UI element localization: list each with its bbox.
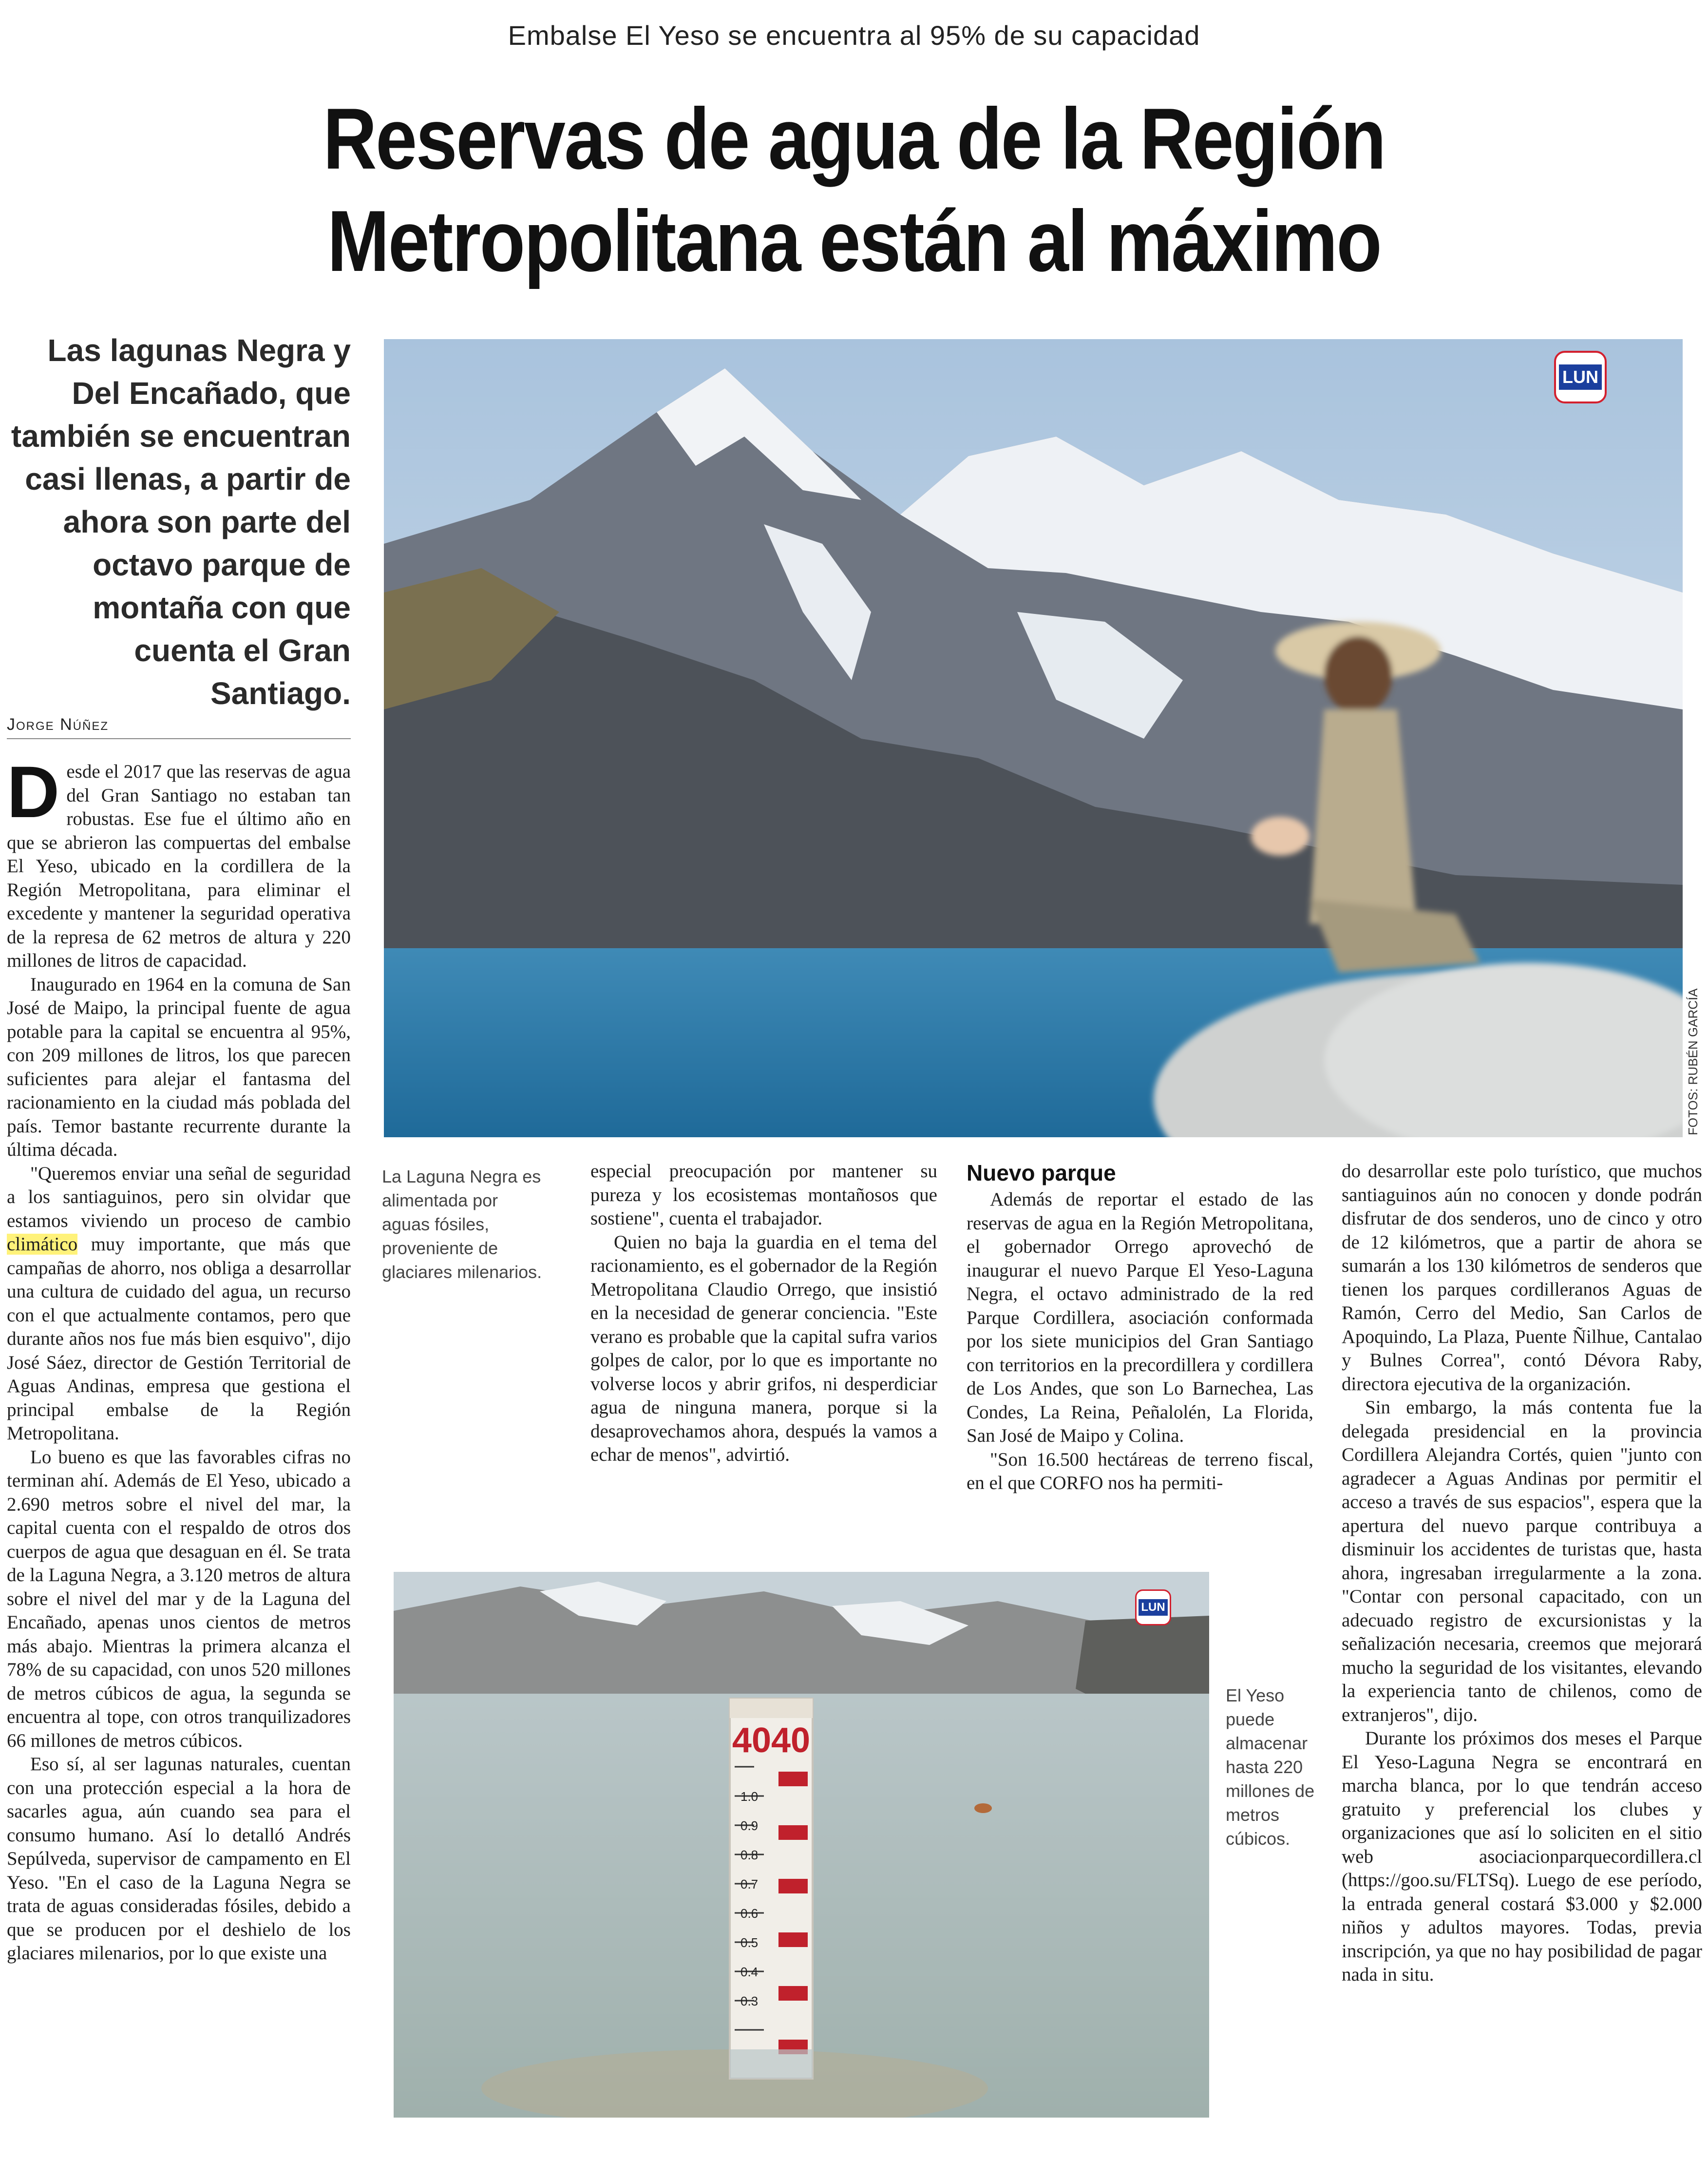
byline: Jorge Núñez [7, 715, 109, 734]
headline-line-1: Reservas de agua de la Región [323, 90, 1385, 187]
paragraph-1-text: esde el 2017 que las reservas de agua del Gran Santiago no estaban tan robustas. Ese fue el último año en que se abrieron las compuertas del embalse El Yeso, ubicado en la cordillera de la Región Metropolitana, para eliminar el excedente y mantener la seguridad operativa de la represa de 62 metros de altura y 220 millones de litros de capacidad. [7, 761, 351, 971]
paragraph-1 [7, 760, 351, 973]
gauge-tick-label: 0.5 [740, 1935, 759, 1950]
caption-laguna-negra: La Laguna Negra es alimentada por aguas fósiles, proveniente de glaciares milenarios. [382, 1166, 542, 1282]
headline [245, 88, 1462, 292]
lun-logo [1554, 351, 1607, 403]
article-column-1 [7, 760, 351, 2154]
byline-rule [7, 738, 351, 739]
gauge-tick-label: 0.8 [740, 1848, 759, 1862]
photo-credit: FOTOS: RUBÉN GARCÍA [1686, 988, 1700, 1135]
gauge-tick-label: 1.0 [740, 1789, 759, 1804]
gauge-photo-illustration [394, 1572, 1209, 2118]
paragraph-12: Durante los próximos dos meses el Parque El Yeso-Laguna Negra se encontrará en marcha blanca, por lo que tendrán acceso gratuito y preferencial los clubes y organizaciones que así lo soliciten en el sitio web asociacionparquecordillera.cl (https://goo.su/FLTSq). Luego de ese período, la entrada general costará $3.000 y $2.000 niños y adultos mayores. Todas, previa inscripción, ya que no hay posibilidad de pagar nada in situ. [1342, 1728, 1702, 1985]
article-column-4 [967, 1160, 1313, 1530]
deck: Las lagunas Negra y Del Encañado, que también se encuentran casi llenas, a partir de ahora son parte del octavo parque de montaña con que cuenta el Gran Santiago. [11, 333, 351, 711]
main-photo [384, 339, 1683, 1137]
paragraph-2: Inaugurado en 1964 en la comuna de San José de Maipo, la principal fuente de agua potable para la capital se encuentra al 95%, con 209 millones de litros, los que parecen suficientes para alejar el fantasma del racionamiento en la ciudad más poblada del país. Temor bastante recurrente durante la última década. [7, 974, 351, 1160]
subhead-nuevo-parque: Nuevo parque [967, 1160, 1116, 1185]
paragraph-3 [7, 1162, 351, 1446]
lun-logo-small-text: LUN [1139, 1599, 1168, 1616]
gauge-tick-label: 0.9 [740, 1818, 759, 1833]
paragraph-7: Quien no baja la guardia en el tema del racionamiento, es el gobernador de la Región Metropolitana Claudio Orrego, que insistió en la necesidad de generar conciencia. "Este verano es probable que la capital sufra varios golpes de calor, por lo que es importante no volverse locos y abrir grifos, ni desperdiciar agua de ninguna manera, porque si la desaprovechamos ahora, después la vamos a echar de menos", advirtió. [590, 1231, 937, 1465]
lun-logo-small [1135, 1589, 1171, 1625]
article-column-3 [590, 1160, 937, 1530]
paragraph-6: especial preocupación por mantener su pureza y los ecosistemas montañosos que sostiene", cuenta el trabajador. [590, 1161, 937, 1229]
gauge-label: 4040 [732, 1721, 811, 1760]
highlighted-word: climático [7, 1234, 78, 1255]
paragraph-10: do desarrollar este polo turístico, que muchos santiaguinos aún no conocen y donde podrán disfrutar de dos senderos, uno de cinco y otro de 12 kilómetros, que a partir de ahora se sumarán a los 130 kilómetros de senderos que tienen los parques cordilleranos Aguas de Ramón, Cerro del Medio, San Carlos de Apoquindo, La Plaza, Puente Ñilhue, Cantalao y Bulnes Correa", contó Dévora Raby, directora ejecutiva de la organización. [1342, 1161, 1702, 1395]
article-column-5 [1342, 1160, 1702, 2154]
paragraph-11: Sin embargo, la más contenta fue la delegada presidencial en la provincia Cordillera Alejandra Cortés, quien "junto con agradecer a Aguas Andinas por permitir el acceso a través de sus espacios", espera que la apertura del nuevo parque contribuya a disminuir los accidentes de turistas que, hasta ahora, ingresaban irregularmente a la zona. "Contar con personal capacitado, con un adecuado registro de excursionistas y la señalización necesaria, creemos que mejorará mucho la seguridad de los visitantes, elevando la experiencia tanto de chilenos, como de extranjeros", dijo. [1342, 1397, 1702, 1725]
paragraph-3-end: muy importante, que más que campañas de ahorro, nos obliga a desarrollar una cultura de cuidado del agua, un recurso con el que actualmente contamos, pero que durante años nos fue más bien esquivo", dijo José Sáez, director de Gestión Territorial de Aguas Andinas, empresa que gestiona el principal embalse de la Región Metropolitana. [7, 1234, 351, 1444]
paragraph-8: Además de reportar el estado de las reservas de agua en la Región Metropolitana, el gobernador Orrego aprovechó de inaugurar el nuevo Parque El Yeso-Laguna Negra, el octavo administrado de la red Parque Cordillera, asociación conformada por los siete municipios del Gran Santiago con territorios en la precordillera y cordillera de Los Andes, que son Lo Barnechea, Las Condes, La Reina, Peñalolén, La Florida, San José de Maipo y Colina. [967, 1189, 1313, 1446]
gauge-tick-label: 0.3 [740, 1994, 759, 2008]
main-photo-illustration [384, 339, 1683, 1137]
dropcap: D [7, 760, 60, 833]
gauge-tick-label: 0.4 [740, 1965, 759, 1979]
gauge-photo [394, 1572, 1209, 2118]
paragraph-9: "Son 16.500 hectáreas de terreno fiscal, en el que CORFO nos ha permiti- [967, 1449, 1313, 1493]
gauge-tick-label: 0.7 [740, 1877, 759, 1892]
paragraph-3-start: "Queremos enviar una señal de seguridad a los santiaguinos, pero sin olvidar que estamos viviendo un proceso de cambio [7, 1163, 351, 1231]
caption-el-yeso: El Yeso puede almacenar hasta 220 millones de metros cúbicos. [1226, 1685, 1315, 1849]
lun-logo-text: LUN [1559, 364, 1602, 390]
paragraph-5: Eso sí, al ser lagunas naturales, cuentan con una protección especial a la hora de sacarles agua, aún cuando sea para el consumo humano. Así lo detalló Andrés Sepúlveda, supervisor de campamento en El Yeso. "En el caso de la Laguna Negra se trata de aguas consideradas fósiles, debido a que se producen por el deshielo de los glaciares milenarios, por lo que existe una [7, 1754, 351, 1964]
gauge-tick-label: 0.6 [740, 1906, 759, 1921]
kicker: Embalse El Yeso se encuentra al 95% de su capacidad [508, 20, 1200, 51]
headline-line-2: Metropolitana están al máximo [327, 192, 1381, 289]
paragraph-4: Lo bueno es que las favorables cifras no terminan ahí. Además de El Yeso, ubicado a 2.690 metros sobre el nivel del mar, la capital cuenta con el respaldo de otros dos cuerpos de agua que desaguan en él. Se trata de la Laguna Negra, a 3.120 metros de altura sobre el nivel del mar y de la Laguna del Encañado, apenas unos cientos de metros más abajo. Mientras la primera alcanza el 78% de su capacidad, con unos 520 millones de metros cúbicos de agua, la segunda se encuentra al tope, con otros tranquilizadores 66 millones de metros cúbicos. [7, 1446, 351, 1751]
